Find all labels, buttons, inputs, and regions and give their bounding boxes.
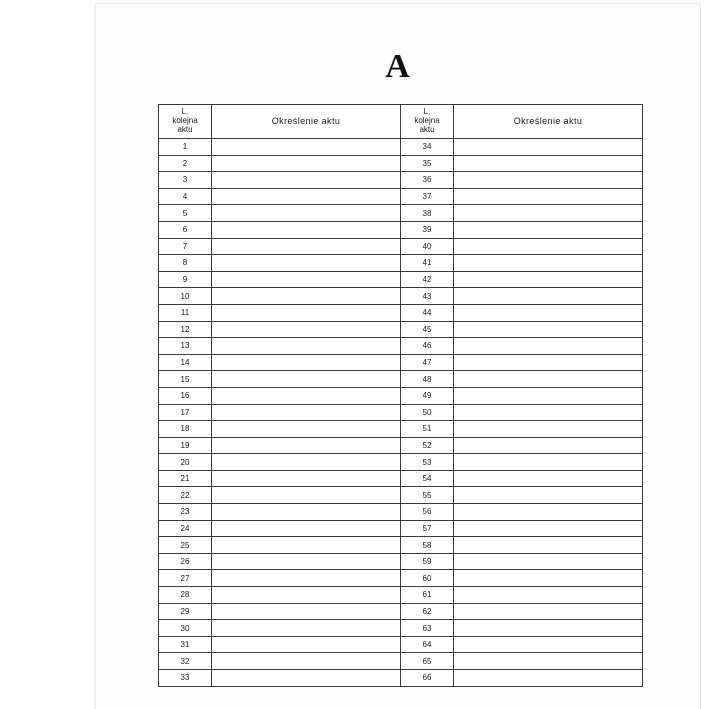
- row-right-description[interactable]: [454, 271, 643, 288]
- table-row: [159, 653, 643, 670]
- table-row: [159, 537, 643, 554]
- row-left-description[interactable]: [212, 304, 401, 321]
- row-left-description[interactable]: [212, 570, 401, 587]
- table-row: [159, 553, 643, 570]
- row-right-description[interactable]: [454, 338, 643, 355]
- row-right-number: 47: [401, 354, 454, 371]
- row-right-number: 38: [401, 205, 454, 222]
- row-right-description[interactable]: [454, 487, 643, 504]
- row-left-description[interactable]: [212, 387, 401, 404]
- table-row: [159, 387, 643, 404]
- row-right-description[interactable]: [454, 570, 643, 587]
- header-right-number-line2: kolejna: [414, 116, 440, 126]
- row-right-description[interactable]: [454, 454, 643, 471]
- table-row: [159, 205, 643, 222]
- row-right-number: 48: [401, 371, 454, 388]
- row-left-number: 18: [159, 421, 212, 438]
- header-left-number-line3: aktu: [177, 124, 193, 134]
- row-left-description[interactable]: [212, 338, 401, 355]
- row-left-description[interactable]: [212, 670, 401, 687]
- row-right-description[interactable]: [454, 636, 643, 653]
- table-row: [159, 603, 643, 620]
- row-right-number: 61: [401, 587, 454, 604]
- row-right-description[interactable]: [454, 653, 643, 670]
- index-table: [158, 104, 643, 687]
- row-right-number: 46: [401, 338, 454, 355]
- row-right-number: 60: [401, 570, 454, 587]
- row-right-description[interactable]: [454, 603, 643, 620]
- row-left-number: 6: [159, 221, 212, 238]
- row-left-description[interactable]: [212, 155, 401, 172]
- row-right-number: 50: [401, 404, 454, 421]
- row-left-description[interactable]: [212, 271, 401, 288]
- table-row: [159, 587, 643, 604]
- row-right-description[interactable]: [454, 470, 643, 487]
- row-right-description[interactable]: [454, 504, 643, 521]
- header-right-number: [401, 105, 454, 139]
- row-left-description[interactable]: [212, 172, 401, 189]
- row-left-number: 10: [159, 288, 212, 305]
- row-right-number: 57: [401, 520, 454, 537]
- row-right-number: 43: [401, 288, 454, 305]
- table-row: [159, 470, 643, 487]
- row-right-description[interactable]: [454, 354, 643, 371]
- row-left-number: 22: [159, 487, 212, 504]
- row-left-description[interactable]: [212, 636, 401, 653]
- row-right-description[interactable]: [454, 404, 643, 421]
- row-left-description[interactable]: [212, 288, 401, 305]
- row-left-description[interactable]: [212, 454, 401, 471]
- header-right-description: Określenie aktu: [454, 105, 643, 139]
- row-right-number: 34: [401, 139, 454, 156]
- row-left-number: 5: [159, 205, 212, 222]
- row-left-number: 11: [159, 304, 212, 321]
- row-left-description[interactable]: [212, 504, 401, 521]
- row-left-description[interactable]: [212, 587, 401, 604]
- row-left-number: 21: [159, 470, 212, 487]
- row-left-number: 20: [159, 454, 212, 471]
- row-right-description[interactable]: [454, 255, 643, 272]
- row-left-number: 29: [159, 603, 212, 620]
- row-right-description[interactable]: [454, 620, 643, 637]
- row-right-description[interactable]: [454, 188, 643, 205]
- row-left-description[interactable]: [212, 487, 401, 504]
- row-left-description[interactable]: [212, 653, 401, 670]
- row-left-number: 4: [159, 188, 212, 205]
- table-row: [159, 454, 643, 471]
- row-right-description[interactable]: [454, 421, 643, 438]
- table-header: [159, 105, 643, 139]
- row-right-description[interactable]: [454, 387, 643, 404]
- table-row: [159, 520, 643, 537]
- row-left-number: 27: [159, 570, 212, 587]
- row-right-description[interactable]: [454, 155, 643, 172]
- row-right-number: 66: [401, 670, 454, 687]
- row-right-number: 52: [401, 437, 454, 454]
- table-row: [159, 620, 643, 637]
- row-left-description[interactable]: [212, 421, 401, 438]
- table-row: [159, 271, 643, 288]
- row-left-number: 12: [159, 321, 212, 338]
- row-left-description[interactable]: [212, 221, 401, 238]
- row-left-number: 7: [159, 238, 212, 255]
- table-row: [159, 288, 643, 305]
- row-left-description[interactable]: [212, 255, 401, 272]
- row-left-description[interactable]: [212, 139, 401, 156]
- row-right-number: 65: [401, 653, 454, 670]
- row-left-description[interactable]: [212, 470, 401, 487]
- table-row: [159, 636, 643, 653]
- row-right-description[interactable]: [454, 587, 643, 604]
- row-right-description[interactable]: [454, 553, 643, 570]
- row-right-description[interactable]: [454, 670, 643, 687]
- row-right-description[interactable]: [454, 205, 643, 222]
- row-left-number: 15: [159, 371, 212, 388]
- row-left-description[interactable]: [212, 404, 401, 421]
- row-right-description[interactable]: [454, 172, 643, 189]
- row-right-description[interactable]: [454, 221, 643, 238]
- row-right-number: 59: [401, 553, 454, 570]
- row-left-description[interactable]: [212, 553, 401, 570]
- header-left-number-line2: kolejna: [172, 116, 198, 126]
- header-left-description: Określenie aktu: [212, 105, 401, 139]
- table-body: [159, 139, 643, 687]
- row-left-number: 33: [159, 670, 212, 687]
- row-right-description[interactable]: [454, 537, 643, 554]
- row-right-description[interactable]: [454, 238, 643, 255]
- row-right-number: 51: [401, 421, 454, 438]
- table-row: [159, 404, 643, 421]
- row-right-number: 39: [401, 221, 454, 238]
- row-right-number: 55: [401, 487, 454, 504]
- row-left-number: 23: [159, 504, 212, 521]
- row-right-number: 44: [401, 304, 454, 321]
- table-row: [159, 570, 643, 587]
- row-right-number: 54: [401, 470, 454, 487]
- table-row: [159, 238, 643, 255]
- row-left-number: 2: [159, 155, 212, 172]
- table-row: [159, 421, 643, 438]
- table-row: [159, 155, 643, 172]
- row-left-number: 26: [159, 553, 212, 570]
- row-right-description[interactable]: [454, 437, 643, 454]
- row-left-description[interactable]: [212, 321, 401, 338]
- row-left-number: 25: [159, 537, 212, 554]
- row-right-description[interactable]: [454, 288, 643, 305]
- table-row: [159, 354, 643, 371]
- letter-heading: A: [385, 48, 411, 85]
- row-left-description[interactable]: [212, 520, 401, 537]
- table-row: [159, 255, 643, 272]
- row-right-description[interactable]: [454, 304, 643, 321]
- row-left-number: 19: [159, 437, 212, 454]
- table-row: [159, 172, 643, 189]
- row-right-number: 41: [401, 255, 454, 272]
- binder-gutter: [0, 0, 96, 709]
- row-right-number: 62: [401, 603, 454, 620]
- table-header-row: [159, 105, 643, 139]
- row-right-number: 53: [401, 454, 454, 471]
- row-right-number: 49: [401, 387, 454, 404]
- index-sheet: [96, 4, 700, 709]
- row-right-number: 42: [401, 271, 454, 288]
- row-right-number: 63: [401, 620, 454, 637]
- row-left-number: 24: [159, 520, 212, 537]
- row-left-number: 28: [159, 587, 212, 604]
- table-row: [159, 371, 643, 388]
- row-left-number: 14: [159, 354, 212, 371]
- row-left-description[interactable]: [212, 371, 401, 388]
- table-row: [159, 188, 643, 205]
- table-row: [159, 437, 643, 454]
- row-left-description[interactable]: [212, 603, 401, 620]
- row-right-number: 36: [401, 172, 454, 189]
- row-left-number: 30: [159, 620, 212, 637]
- row-left-number: 32: [159, 653, 212, 670]
- row-right-description[interactable]: [454, 139, 643, 156]
- row-right-number: 58: [401, 537, 454, 554]
- row-left-number: 13: [159, 338, 212, 355]
- row-left-description[interactable]: [212, 238, 401, 255]
- row-left-description[interactable]: [212, 354, 401, 371]
- row-left-number: 1: [159, 139, 212, 156]
- header-right-number-line1: L.: [423, 107, 431, 117]
- header-right-number-line3: aktu: [419, 124, 435, 134]
- row-right-number: 64: [401, 636, 454, 653]
- row-right-description[interactable]: [454, 321, 643, 338]
- row-right-number: 40: [401, 238, 454, 255]
- row-left-description[interactable]: [212, 437, 401, 454]
- table-row: [159, 304, 643, 321]
- header-left-number: [159, 105, 212, 139]
- row-left-description[interactable]: [212, 188, 401, 205]
- row-right-number: 35: [401, 155, 454, 172]
- table-row: [159, 487, 643, 504]
- row-left-number: 16: [159, 387, 212, 404]
- row-right-number: 45: [401, 321, 454, 338]
- row-left-number: 9: [159, 271, 212, 288]
- row-left-description[interactable]: [212, 537, 401, 554]
- table-row: [159, 338, 643, 355]
- table-row: [159, 670, 643, 687]
- row-left-number: 17: [159, 404, 212, 421]
- row-left-number: 8: [159, 255, 212, 272]
- row-right-number: 56: [401, 504, 454, 521]
- row-right-description[interactable]: [454, 520, 643, 537]
- row-left-number: 31: [159, 636, 212, 653]
- header-left-number-line1: L.: [181, 107, 189, 117]
- row-right-number: 37: [401, 188, 454, 205]
- row-left-number: 3: [159, 172, 212, 189]
- row-left-description[interactable]: [212, 205, 401, 222]
- row-left-description[interactable]: [212, 620, 401, 637]
- table-row: [159, 504, 643, 521]
- table-row: [159, 221, 643, 238]
- row-right-description[interactable]: [454, 371, 643, 388]
- table-row: [159, 139, 643, 156]
- table-row: [159, 321, 643, 338]
